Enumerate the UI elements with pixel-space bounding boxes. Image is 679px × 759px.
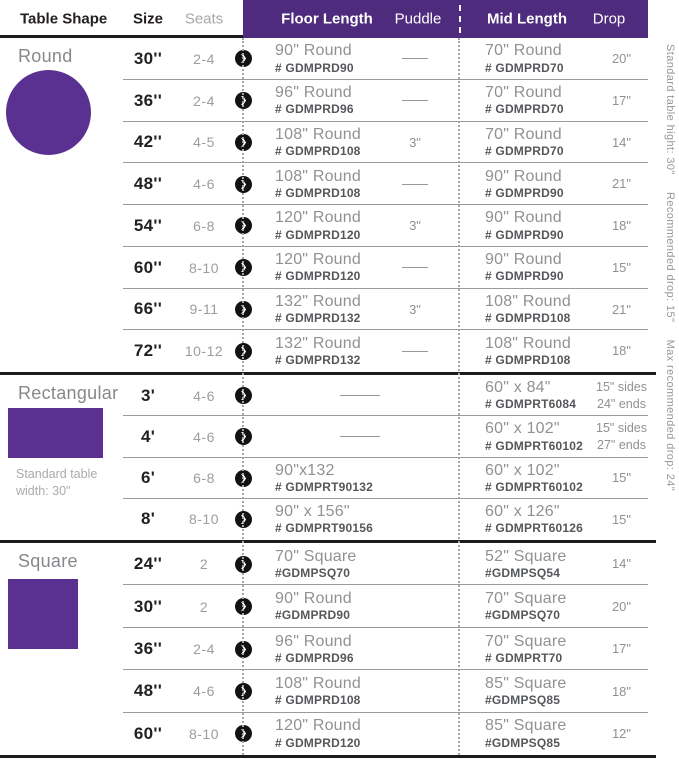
mid-length-value: 90" Round	[485, 209, 562, 227]
next-arrow-icon: ❯	[235, 511, 252, 528]
floor-length-cell	[275, 436, 445, 437]
arrow-cell	[235, 259, 275, 276]
size-value: 8'	[140, 509, 156, 529]
seats-value: 4-5	[193, 134, 215, 151]
floor-length-part-number: # GDMPRD120	[275, 269, 361, 284]
arrow-cell	[235, 387, 275, 404]
mid-length-value: 60" x 102"	[485, 420, 560, 438]
column-header-drop: Drop	[592, 10, 626, 28]
seats-value: 4-6	[193, 428, 215, 445]
arrow-cell	[235, 428, 275, 445]
mid-length-cell	[485, 589, 595, 624]
size-value: 36''	[133, 90, 163, 110]
floor-length-value: 120" Round	[275, 251, 361, 269]
square-shape-icon	[8, 579, 78, 649]
mid-length-part-number: # GDMPRD90	[485, 269, 564, 284]
arrow-cell	[235, 511, 275, 528]
floor-length-part-number: # GDMPRD96	[275, 650, 354, 665]
size-value: 66''	[133, 299, 163, 319]
drop-value: 17"	[611, 641, 632, 657]
table-row	[0, 713, 679, 755]
no-puddle-dash	[402, 100, 428, 101]
mid-length-value: 85" Square	[485, 717, 567, 735]
seats-value: 2-4	[193, 641, 215, 658]
mid-length-cell	[485, 41, 595, 76]
drop-value: 14"	[611, 556, 632, 572]
mid-length-value: 60" x 126"	[485, 502, 560, 520]
floor-length-value: 90"x132	[275, 461, 335, 479]
arrow-cell	[235, 641, 275, 658]
floor-length-part-number: #GDMPSQ70	[275, 566, 351, 580]
table-header	[0, 0, 679, 38]
column-header-seats: Seats	[184, 10, 224, 28]
floor-length-value: 132" Round	[275, 334, 361, 352]
mid-length-value: 70" Square	[485, 590, 567, 608]
size-value: 60''	[133, 723, 163, 743]
puddle-value	[385, 267, 445, 268]
size-value: 48''	[133, 174, 163, 194]
mid-length-cell	[485, 378, 595, 413]
drop-value: 15" sides 27" ends	[596, 421, 647, 452]
mid-length-value: 70" Round	[485, 125, 562, 143]
table-row	[0, 499, 679, 540]
mid-length-part-number: # GDMPRD70	[485, 144, 564, 159]
floor-length-part-number: # GDMPRD120	[275, 735, 361, 750]
floor-length-value: 108" Round	[275, 167, 361, 185]
side-note: Standard table hight: 30" Recommended drop: 15" Max recommended drop: 24"	[664, 44, 676, 492]
floor-length-value: 70" Square	[275, 547, 357, 565]
seats-value: 8-10	[188, 511, 220, 528]
size-value: 48''	[133, 681, 163, 701]
next-arrow-icon: ❯	[235, 343, 252, 360]
drop-value: 20"	[611, 51, 632, 67]
next-arrow-icon: ❯	[235, 217, 252, 234]
floor-length-part-number: # GDMPRD108	[275, 185, 361, 200]
arrow-cell	[235, 176, 275, 193]
floor-length-value: 120" Round	[275, 717, 361, 735]
rectangular-shape-icon	[8, 408, 103, 458]
shape-label-round: Round	[18, 46, 73, 66]
section-square	[0, 543, 679, 755]
floor-length-cell	[275, 589, 385, 624]
floor-length-cell	[275, 395, 445, 396]
floor-length-value: 90" Round	[275, 42, 352, 60]
mid-length-part-number: # GDMPRD70	[485, 102, 564, 117]
size-value: 30''	[133, 596, 163, 616]
size-value: 24''	[133, 554, 163, 574]
next-arrow-icon: ❯	[235, 134, 252, 151]
drop-value: 18"	[611, 218, 632, 234]
next-arrow-icon: ❯	[235, 428, 252, 445]
floor-length-cell	[275, 167, 385, 202]
mid-length-part-number: #GDMPSQ85	[485, 735, 561, 750]
size-value: 72''	[133, 341, 163, 361]
mid-length-value: 60" x 102"	[485, 461, 560, 479]
arrow-cell	[235, 470, 275, 487]
mid-length-value: 70" Round	[485, 84, 562, 102]
mid-length-part-number: # GDMPRT60102	[485, 438, 583, 453]
size-value: 6'	[140, 468, 156, 488]
next-arrow-icon: ❯	[235, 50, 252, 67]
next-arrow-icon: ❯	[235, 470, 252, 487]
floor-length-cell	[275, 292, 385, 327]
mid-length-part-number: # GDMPRD90	[485, 185, 564, 200]
floor-length-part-number: # GDMPRD90	[275, 60, 354, 75]
rectangular-shape-column	[8, 375, 126, 500]
round-shape-column	[8, 38, 126, 155]
header-purple-band	[243, 0, 648, 38]
mid-length-part-number: #GDMPSQ70	[485, 608, 561, 623]
mid-length-value: 52" Square	[485, 547, 567, 565]
size-value: 4'	[140, 426, 156, 446]
seats-value: 8-10	[188, 259, 220, 276]
mid-length-cell	[485, 419, 595, 454]
no-puddle-dash	[402, 267, 428, 268]
next-arrow-icon: ❯	[235, 92, 252, 109]
drop-value: 21"	[611, 176, 632, 192]
square-shape-column	[8, 543, 126, 649]
mid-length-part-number: # GDMPRT6084	[485, 397, 577, 412]
next-arrow-icon: ❯	[235, 641, 252, 658]
size-value: 30''	[133, 48, 163, 68]
floor-length-cell	[275, 674, 385, 709]
mid-length-cell	[485, 334, 595, 369]
mid-length-value: 60" x 84"	[485, 379, 551, 397]
mid-length-part-number: # GDMPRT60102	[485, 479, 583, 494]
next-arrow-icon: ❯	[235, 301, 252, 318]
puddle-value	[385, 184, 445, 185]
dotted-guide-line-right	[458, 38, 460, 755]
no-puddle-dash	[402, 351, 428, 352]
mid-length-part-number: # GDMPRD90	[485, 227, 564, 242]
floor-length-value: 120" Round	[275, 209, 361, 227]
floor-length-cell	[275, 250, 385, 285]
floor-length-cell	[275, 716, 385, 751]
mid-length-value: 85" Square	[485, 675, 567, 693]
section-divider	[0, 755, 656, 758]
floor-length-cell	[275, 334, 385, 369]
drop-value: 21"	[611, 301, 632, 317]
arrow-cell	[235, 725, 275, 742]
floor-length-value: 108" Round	[275, 675, 361, 693]
column-header-mid-length: Mid Length	[487, 10, 567, 28]
drop-value: 15"	[611, 470, 632, 486]
mid-length-cell	[485, 674, 595, 709]
mid-length-part-number: # GDMPRD108	[485, 352, 571, 367]
seats-value: 2-4	[193, 92, 215, 109]
seats-value: 10-12	[184, 343, 224, 360]
floor-length-part-number: # GDMPRD96	[275, 102, 354, 117]
arrow-cell	[235, 556, 275, 573]
puddle-value: 3"	[409, 301, 421, 317]
size-value: 36''	[133, 639, 163, 659]
floor-length-value: 96" Round	[275, 84, 352, 102]
drop-value: 15" sides 24" ends	[596, 379, 647, 411]
mid-length-value: 90" Round	[485, 167, 562, 185]
round-shape-icon	[6, 70, 91, 155]
section-round	[0, 38, 679, 372]
seats-value: 6-8	[193, 470, 215, 487]
floor-length-cell	[275, 125, 385, 160]
mid-length-cell	[485, 250, 595, 285]
shape-label-square: Square	[18, 551, 78, 571]
floor-length-cell	[275, 502, 385, 537]
shape-label-rectangular: Rectangular	[18, 383, 119, 403]
seats-value: 4-6	[193, 387, 215, 404]
table-row	[0, 205, 679, 247]
floor-length-value: 90" x 156"	[275, 502, 350, 520]
column-header-size: Size	[132, 10, 164, 28]
puddle-value	[385, 58, 445, 59]
floor-length-part-number: # GDMPRD108	[275, 693, 361, 708]
seats-value: 4-6	[193, 176, 215, 193]
mid-length-part-number: #GDMPSQ85	[485, 693, 561, 708]
seats-value: 2-4	[193, 50, 215, 67]
arrow-cell	[235, 50, 275, 67]
mid-length-cell	[485, 632, 595, 667]
arrow-cell	[235, 301, 275, 318]
floor-length-value: 132" Round	[275, 292, 361, 310]
table-width-caption: Standard table width: 30"	[16, 467, 98, 498]
floor-length-cell	[275, 547, 385, 582]
table-row	[0, 163, 679, 205]
floor-length-cell	[275, 461, 385, 496]
arrow-cell	[235, 683, 275, 700]
mid-length-value: 70" Square	[485, 632, 567, 650]
column-header-puddle: Puddle	[394, 10, 442, 28]
next-arrow-icon: ❯	[235, 387, 252, 404]
size-value: 42''	[133, 132, 163, 152]
floor-length-value: 90" Round	[275, 590, 352, 608]
seats-value: 8-10	[188, 725, 220, 742]
floor-length-part-number: # GDMPRD132	[275, 352, 361, 367]
seats-value: 6-8	[193, 217, 215, 234]
mid-length-cell	[485, 83, 595, 118]
floor-length-part-number: # GDMPRT90132	[275, 479, 373, 494]
arrow-cell	[235, 217, 275, 234]
arrow-cell	[235, 343, 275, 360]
mid-length-part-number: # GDMPRT70	[485, 650, 563, 665]
mid-length-cell	[485, 167, 595, 202]
mid-length-part-number: #GDMPSQ54	[485, 566, 561, 580]
mid-length-value: 70" Round	[485, 42, 562, 60]
no-floor-length-dash	[340, 436, 380, 437]
seats-value: 2	[199, 556, 209, 573]
puddle-value	[385, 100, 445, 101]
mid-length-cell	[485, 461, 595, 496]
next-arrow-icon: ❯	[235, 683, 252, 700]
floor-length-part-number: # GDMPRD120	[275, 227, 361, 242]
table-row	[0, 330, 679, 372]
column-header-floor-length: Floor Length	[281, 10, 373, 28]
arrow-cell	[235, 134, 275, 151]
drop-value: 18"	[611, 683, 632, 699]
puddle-value: 3"	[409, 218, 421, 234]
floor-length-part-number: # GDMPRD108	[275, 144, 361, 159]
drop-value: 12"	[611, 726, 632, 742]
next-arrow-icon: ❯	[235, 556, 252, 573]
section-rectangular	[0, 375, 679, 540]
column-header-table-shape: Table Shape	[20, 10, 108, 28]
floor-length-part-number: # GDMPRD132	[275, 311, 361, 326]
arrow-cell	[235, 92, 275, 109]
mid-length-value: 90" Round	[485, 251, 562, 269]
floor-length-part-number: # GDMPRT90156	[275, 521, 373, 536]
size-value: 60''	[133, 257, 163, 277]
puddle-value: 3"	[409, 134, 421, 150]
drop-value: 15"	[611, 259, 632, 275]
mid-length-cell	[485, 125, 595, 160]
next-arrow-icon: ❯	[235, 725, 252, 742]
mid-length-cell	[485, 547, 595, 582]
mid-length-cell	[485, 292, 595, 327]
no-puddle-dash	[402, 184, 428, 185]
drop-value: 18"	[611, 343, 632, 359]
next-arrow-icon: ❯	[235, 259, 252, 276]
seats-value: 9-11	[189, 301, 219, 318]
floor-length-cell	[275, 41, 385, 76]
next-arrow-icon: ❯	[235, 598, 252, 615]
mid-length-cell	[485, 502, 595, 537]
size-value: 3'	[140, 385, 156, 405]
drop-value: 17"	[611, 92, 632, 108]
seats-value: 4-6	[193, 683, 215, 700]
next-arrow-icon: ❯	[235, 176, 252, 193]
mid-length-value: 108" Round	[485, 292, 571, 310]
table-row	[0, 670, 679, 712]
mid-length-cell	[485, 716, 595, 751]
mid-length-part-number: # GDMPRT60126	[485, 521, 583, 536]
floor-length-value: 108" Round	[275, 125, 361, 143]
arrow-cell	[235, 598, 275, 615]
drop-value: 14"	[611, 134, 632, 150]
drop-value: 15"	[611, 511, 632, 527]
floor-length-part-number: #GDMPRD90	[275, 608, 351, 623]
floor-length-cell	[275, 83, 385, 118]
header-dashed-divider	[459, 5, 461, 33]
puddle-value	[385, 351, 445, 352]
floor-length-value: 96" Round	[275, 632, 352, 650]
mid-length-part-number: # GDMPRD70	[485, 60, 564, 75]
mid-length-value: 108" Round	[485, 334, 571, 352]
seats-value: 2	[199, 598, 209, 615]
drop-value: 20"	[611, 598, 632, 614]
no-puddle-dash	[402, 58, 428, 59]
floor-length-cell	[275, 208, 385, 243]
mid-length-cell	[485, 208, 595, 243]
no-floor-length-dash	[340, 395, 380, 396]
table-row	[0, 289, 679, 331]
mid-length-part-number: # GDMPRD108	[485, 311, 571, 326]
size-value: 54''	[133, 215, 163, 235]
table-row	[0, 247, 679, 289]
floor-length-cell	[275, 632, 385, 667]
dotted-guide-line-left	[242, 38, 244, 755]
